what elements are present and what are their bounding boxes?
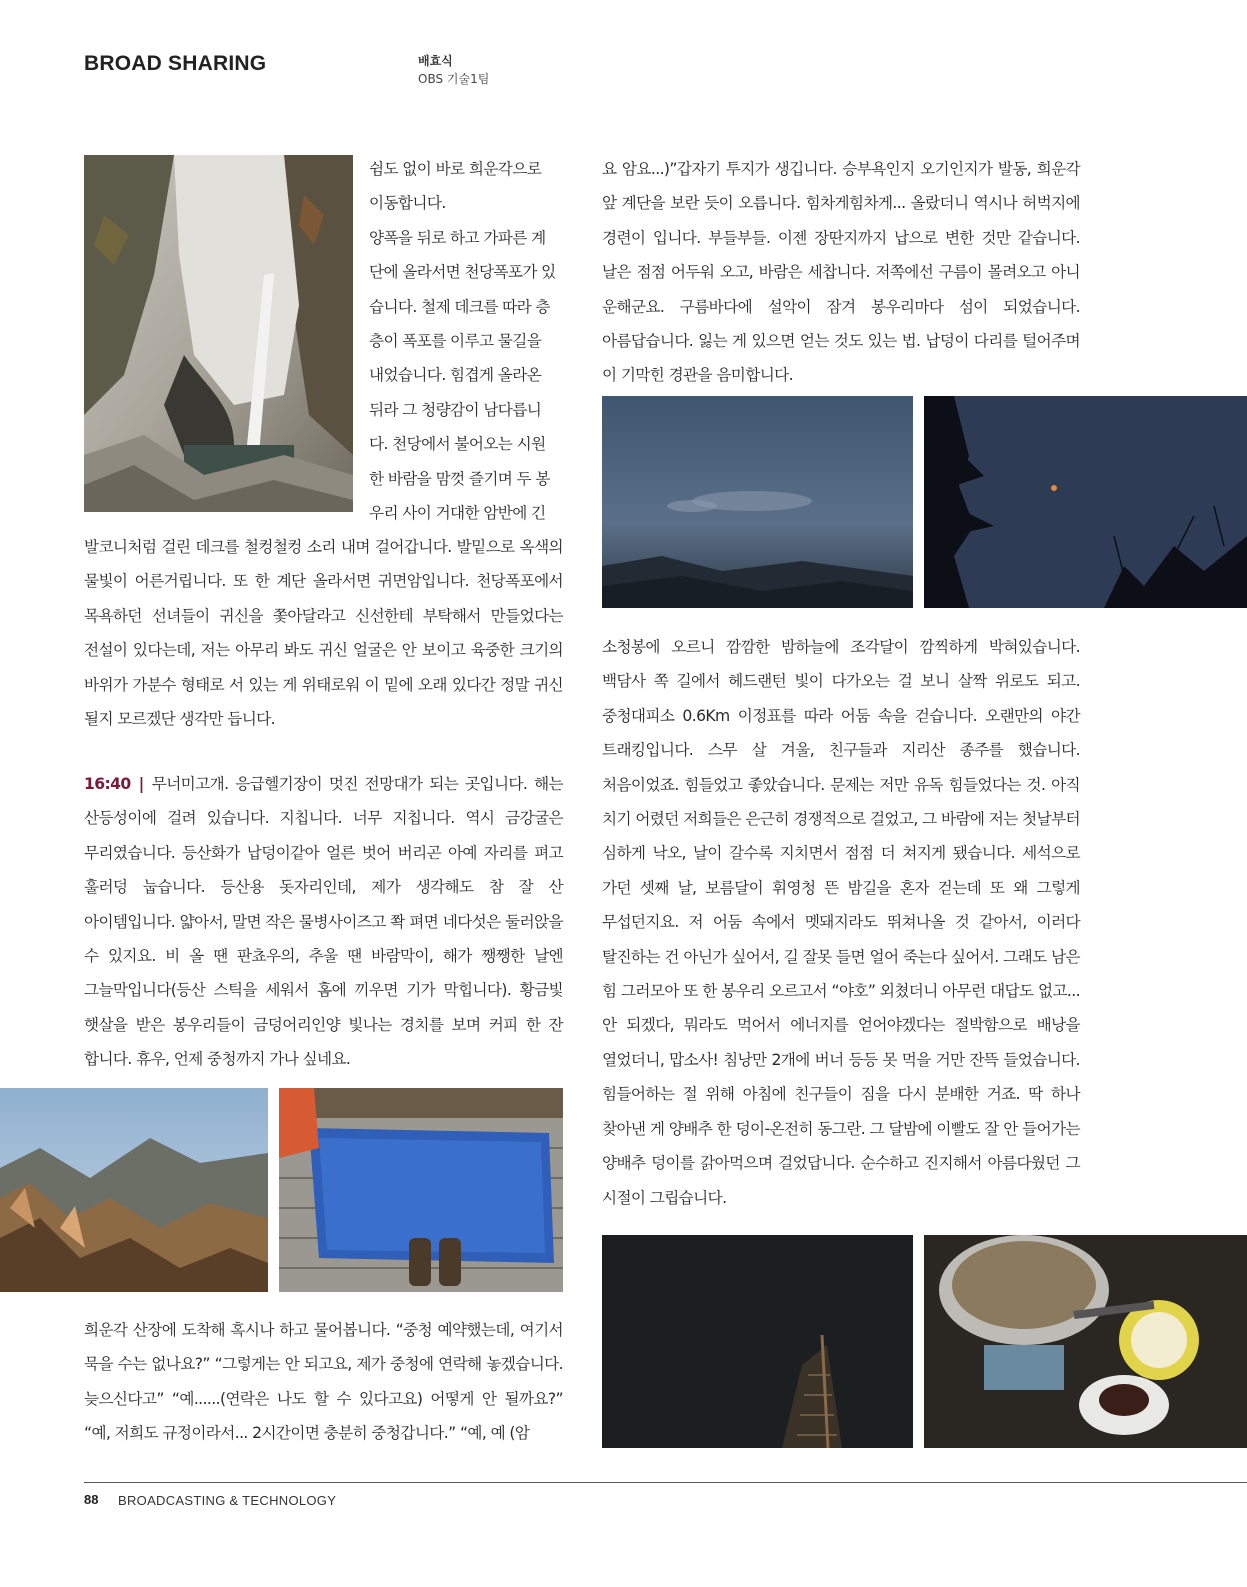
- paragraph-text: 소청봉에 오르니 깜깜한 밤하늘에 조각달이 깜찍하게 박혀있습니다. 백담사 쪽 길에서 헤드랜턴 빛이 다가오는 걸 보니 살짝 위로도 되고. 중청대피소 0.6Km 이정표를 따라 어둠 속을 걷습니다. 오랜만의 야간 트래킹입니다. 스무 살 겨울, 친구들과 지리산 종주를 했습니다. 처음이었죠. 힘들었고 좋았습니다. 문제는 저만 유독 힘들었다는 것. 아직 치기 어렸던 저희들은 은근히 경쟁적으로 걸었고, 그 바람에 저는 첫날부터 심하게 낙오, 날이 갈수록 지치면서 점점 더 쳐지게 됐습니다. 세석으로 가던 셋째 날, 보름달이 휘영청 뜬 밤길을 혼자 걷는데 또 왜 그렇게 무섭던지요. 저 어둠 속에서 멧돼지라도 뛰쳐나올 것 같아서, 이러다 탈진하는 건 아닌가 싶어서, 길 잘못 들면 얼어 죽는다 싶어서. 그래도 남은 힘 그러모아 또 한 봉우리 오르고서 “야호” 외쳤더니 아무런 대답도 없고... 안 되겠다, 뭐라도 먹어서 에너지를 얻어야겠다는 절박함으로 배낭을 열었더니, 맙소사! 침낭만 2개에 버너 등등 못 먹을 거만 잔뜩 들었습니다. 힘들어하는 절 위해 아침에 친구들이 짐을 다시 분배한 거죠. 딱 하나 찾아낸 게 양배추 한 덩이-온전히 동그란. 그 달밤에 이빨도 잘 안 들어가는 양배추 덩이를 갉아먹으며 걸었답니다. 순수하고 진지해서 아름다웠던 그 시절이 그립습니다.: [602, 638, 1080, 1207]
- paragraph-text: 발코니처럼 걸린 데크를 철컹철컹 소리 내며 걸어갑니다. 발밑으로 옥색의 물빛이 어른거립니다. 또 한 계단 올라서면 귀면암입니다. 천당폭포에서 목욕하던 선녀들이 귀신을 쫓아달라고 신선한테 부탁해서 만들었다는 전설이 있다는데, 저는 아무리 봐도 귀신 얼굴은 안 보이고 육중한 크기의 바위가 가분수 형태로 서 있는 게 위태로워 이 밑에 오래 있다간 정말 귀신 될지 모르겠단 생각만 듭니다.: [84, 538, 563, 729]
- text-line: 다. 천당에서 불어오는 시원: [369, 435, 546, 454]
- text-line: 이동합니다.: [369, 194, 446, 213]
- author-name: 배효식: [418, 54, 453, 68]
- paragraph-cheondang: [84, 530, 563, 736]
- pot-and-food-photo: [924, 1235, 1247, 1448]
- paragraph-munomi: [84, 767, 563, 1077]
- text-line: 양폭을 뒤로 하고 가파른 계: [369, 228, 546, 247]
- text-line: 습니다. 철제 데크를 따라 층: [369, 297, 550, 316]
- text-line: 층이 폭포를 이루고 물길을: [369, 332, 542, 351]
- time-stamp: 16:40: [84, 775, 131, 793]
- text-line: 뒤라 그 청량감이 남다릅니: [369, 400, 542, 419]
- wrapped-paragraph: [369, 152, 563, 530]
- paragraph-huiungak: [84, 1313, 563, 1451]
- waterfall-photo: [84, 155, 353, 512]
- magazine-title: BROADCASTING & TECHNOLOGY: [118, 1493, 337, 1508]
- paragraph-socheongbong: [602, 630, 1080, 1215]
- time-separator: |: [138, 775, 144, 793]
- paragraph-text: 무너미고개. 응급헬기장이 멋진 전망대가 되는 곳입니다. 해는 산등성이에 걸려 있습니다. 지칩니다. 너무 지칩니다. 역시 금강굴은 무리였습니다. 등산화가 납덩이같아 얼른 벗어 버리곤 아예 자리를 펴고 훌러덩 눕습니다. 등산용 돗자리인데, 제가 생각해도 참 잘 산 아이템입니다. 얇아서, 말면 작은 물병사이즈고 쫙 펴면 네다섯은 둘러앉을 수 있지요. 비 올 땐 판쵸우의, 추울 땐 바람막이, 해가 쨍쨍한 날엔 그늘막입니다(등산 스틱을 세워서 홈에 끼우면 기가 막힙니다). 황금빛 햇살을 받은 봉우리들이 금덩어리인양 빛나는 경치를 보며 커피 한 잔 합니다. 휴우, 언제 중청까지 가나 싶네요.: [84, 775, 563, 1069]
- page-number: 88: [84, 1492, 99, 1507]
- night-stairs-photo: [602, 1235, 913, 1448]
- sunset-peaks-photo: [0, 1088, 268, 1292]
- paragraph-text: 희운각 산장에 도착해 혹시나 하고 물어봅니다. “중청 예약했는데, 여기서 묵을 수는 없나요?” “그렇게는 안 되고요, 제가 중청에 연락해 놓겠습니다. 늦으신다고” “예......(연락은 나도 할 수 있다고요) 어떻게 안 될까요?” “예, 저희도 규정이라서... 2시간이면 충분히 중청갑니다.” “예, 예 (암: [84, 1321, 563, 1443]
- paragraph-spirit: [602, 152, 1080, 393]
- text-line: 단에 올라서면 천당폭포가 있: [369, 263, 556, 282]
- text-line: 한 바람을 맘껏 즐기며 두 봉: [369, 469, 550, 488]
- author-affiliation: OBS 기술1팀: [418, 72, 490, 86]
- blue-mat-boots-photo: [279, 1088, 563, 1292]
- misty-sea-of-clouds-photo: [602, 396, 913, 608]
- night-moon-trees-photo: [924, 396, 1247, 608]
- paragraph-text: 요 암요...)”갑자기 투지가 생깁니다. 승부욕인지 오기인지가 발동, 희운각 앞 계단을 보란 듯이 오릅니다. 힘차게힘차게... 올랐더니 역시나 허벅지에 경련이 입니다. 부들부들. 이젠 장딴지까지 납으로 변한 것만 같습니다. 날은 점점 어두워 오고, 바람은 세찹니다. 저쪽에선 구름이 몰려오고 아니 운해군요. 구름바다에 설악이 잠겨 봉우리마다 섬이 되었습니다. 아름답습니다. 잃는 게 있으면 얻는 것도 있는 법. 납덩이 다리를 털어주며 이 기막힌 경관을 음미합니다.: [602, 160, 1080, 385]
- text-line: 내었습니다. 힘겹게 올라온: [369, 366, 542, 385]
- footer-rule: [84, 1482, 1247, 1483]
- text-line: 우리 사이 거대한 암반에 긴: [369, 504, 546, 523]
- text-line: 쉼도 없이 바로 희운각으로: [369, 160, 542, 178]
- section-title: BROAD SHARING: [84, 52, 267, 75]
